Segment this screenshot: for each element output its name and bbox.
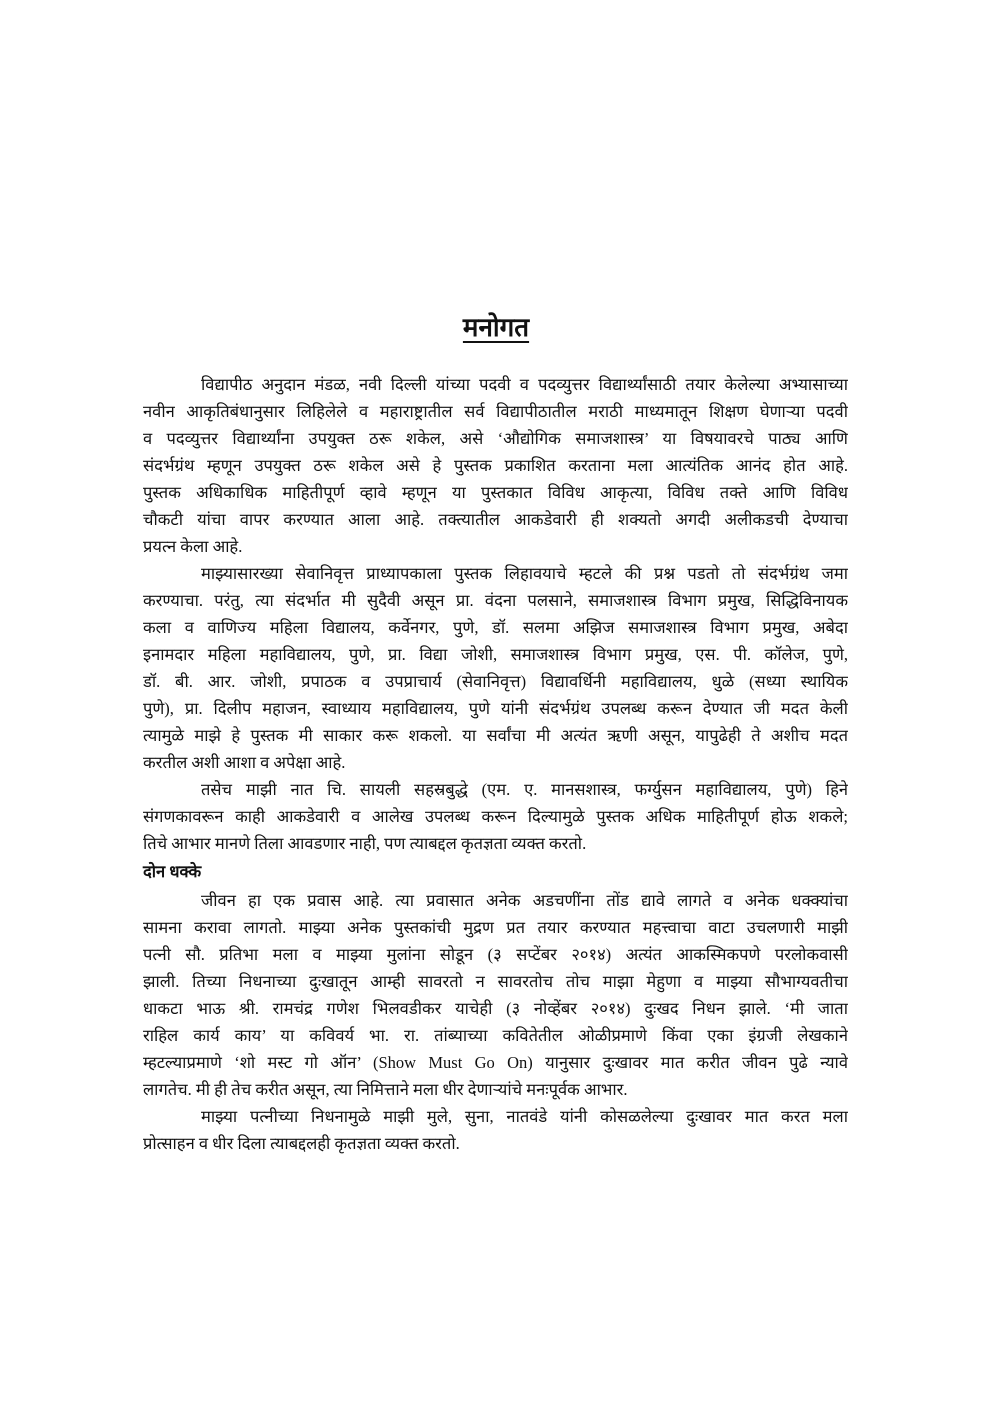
text-line: कला व वाणिज्य महिला विद्यालय, कर्वेनगर, पुणे, डॉ. सलमा अझिज समाजशास्त्र विभाग प्रमुख, अबेदा [143,618,848,637]
text-line: करतील अशी आशा व अपेक्षा आहे. [143,753,346,772]
text-line: त्यामुळे माझे हे पुस्तक मी साकार करू शकलो. या सर्वांचा मी अत्यंत ऋणी असून, यापुढेही ते अशीच मदत [143,726,848,745]
text-line: म्हटल्याप्रमाणे ‘शो मस्ट गो ऑन’ (Show Must Go On) यानुसार दुःखावर मात करीत जीवन पुढे न्यावे [143,1053,848,1072]
section-heading: दोन धक्के [143,862,202,881]
text-line: करण्याचा. परंतु, त्या संदर्भात मी सुदैवी असून प्रा. वंदना पलसाने, समाजशास्त्र विभाग प्रमुख, सिद्धिविनायक [143,591,848,610]
page-title-block [0,308,992,344]
text-line: विद्यापीठ अनुदान मंडळ, नवी दिल्ली यांच्या पदवी व पदव्युत्तर विद्यार्थ्यांसाठी तयार केलेल्या अभ्यासाच्या [201,375,848,394]
text-line: माझ्यासारख्या सेवानिवृत्त प्राध्यापकाला पुस्तक लिहावयाचे म्हटले की प्रश्न पडतो तो संदर्भग्रंथ जमा [201,564,848,583]
page-title: मनोगत [462,313,530,342]
paragraph [143,560,848,776]
text-line: तिचे आभार मानणे तिला आवडणार नाही, पण त्याबद्दल कृतज्ञता व्यक्त करतो. [143,834,587,853]
text-line: पुणे), प्रा. दिलीप महाजन, स्वाध्याय महाविद्यालय, पुणे यांनी संदर्भग्रंथ उपलब्ध करून देण्यात जी मदत केली [143,699,848,718]
text-line: लागतेच. मी ही तेच करीत असून, त्या निमित्ताने मला धीर देणाऱ्यांचे मनःपूर्वक आभार. [143,1080,628,1099]
text-line: पुस्तक अधिकाधिक माहितीपूर्ण व्हावे म्हणून या पुस्तकात विविध आकृत्या, विविध तक्ते आणि विविध [143,483,848,502]
text-line: डॉ. बी. आर. जोशी, प्रपाठक व उपप्राचार्य (सेवानिवृत्त) विद्यावर्धिनी महाविद्यालय, धुळे (सध्या स्थायिक [143,672,848,691]
text-line: झाली. तिच्या निधनाच्या दुःखातून आम्ही सावरतो न सावरतोच तोच माझा मेहुणा व माझ्या सौभाग्यवतीचा [143,972,848,991]
text-line: नवीन आकृतिबंधानुसार लिहिलेले व महाराष्ट्रातील सर्व विद्यापीठातील मराठी माध्यमातून शिक्षण घेणाऱ्या पदवी [143,402,848,421]
text-line: पत्नी सौ. प्रतिभा मला व माझ्या मुलांना सोडून (३ सप्टेंबर २०१४) अत्यंत आकस्मिकपणे परलोकवासी [143,945,848,964]
text-line: सामना करावा लागतो. माझ्या अनेक पुस्तकांची मुद्रण प्रत तयार करण्यात महत्त्वाचा वाटा उचलणारी माझी [143,918,848,937]
text-line: संदर्भग्रंथ म्हणून उपयुक्त ठरू शकेल असे हे पुस्तक प्रकाशित करताना मला आत्यंतिक आनंद होत आहे. [143,456,848,475]
text-line: माझ्या पत्नीच्या निधनामुळे माझी मुले, सुना, नातवंडे यांनी कोसळलेल्या दुःखावर मात करत मला [201,1107,848,1126]
text-line: राहिल कार्य काय’ या कविवर्य भा. रा. तांब्याच्या कवितेतील ओळीप्रमाणे किंवा एका इंग्रजी लेखकाने [143,1026,848,1045]
paragraph [143,1103,848,1157]
document-body [143,371,848,1157]
text-line: धाकटा भाऊ श्री. रामचंद्र गणेश भिलवडीकर याचेही (३ नोव्हेंबर २०१४) दुःखद निधन झाले. ‘मी जाता [143,999,848,1018]
paragraph [143,776,848,857]
text-line: प्रोत्साहन व धीर दिला त्याबद्दलही कृतज्ञता व्यक्त करतो. [143,1134,460,1153]
text-line: संगणकावरून काही आकडेवारी व आलेख उपलब्ध करून दिल्यामुळे पुस्तक अधिक माहितीपूर्ण होऊ शकले; [143,807,848,826]
text-line: जीवन हा एक प्रवास आहे. त्या प्रवासात अनेक अडचणींना तोंड द्यावे लागते व अनेक धक्क्यांचा [201,891,848,910]
text-line: चौकटी यांचा वापर करण्यात आला आहे. तक्त्यातील आकडेवारी ही शक्यतो अगदी अलीकडची देण्याचा [143,510,848,529]
paragraph [143,371,848,560]
paragraph [143,887,848,1103]
text-line: व पदव्युत्तर विद्यार्थ्यांना उपयुक्त ठरू शकेल, असे ‘औद्योगिक समाजशास्त्र’ या विषयावरचे पाठ्य आणि [143,429,848,448]
text-line: प्रयत्न केला आहे. [143,537,243,556]
text-line: तसेच माझी नात चि. सायली सहस्रबुद्धे (एम. ए. मानसशास्त्र, फर्ग्युसन महाविद्यालय, पुणे) हिने [201,780,848,799]
text-line: इनामदार महिला महाविद्यालय, पुणे, प्रा. विद्या जोशी, समाजशास्त्र विभाग प्रमुख, एस. पी. कॉलेज, पुणे, [143,645,848,664]
